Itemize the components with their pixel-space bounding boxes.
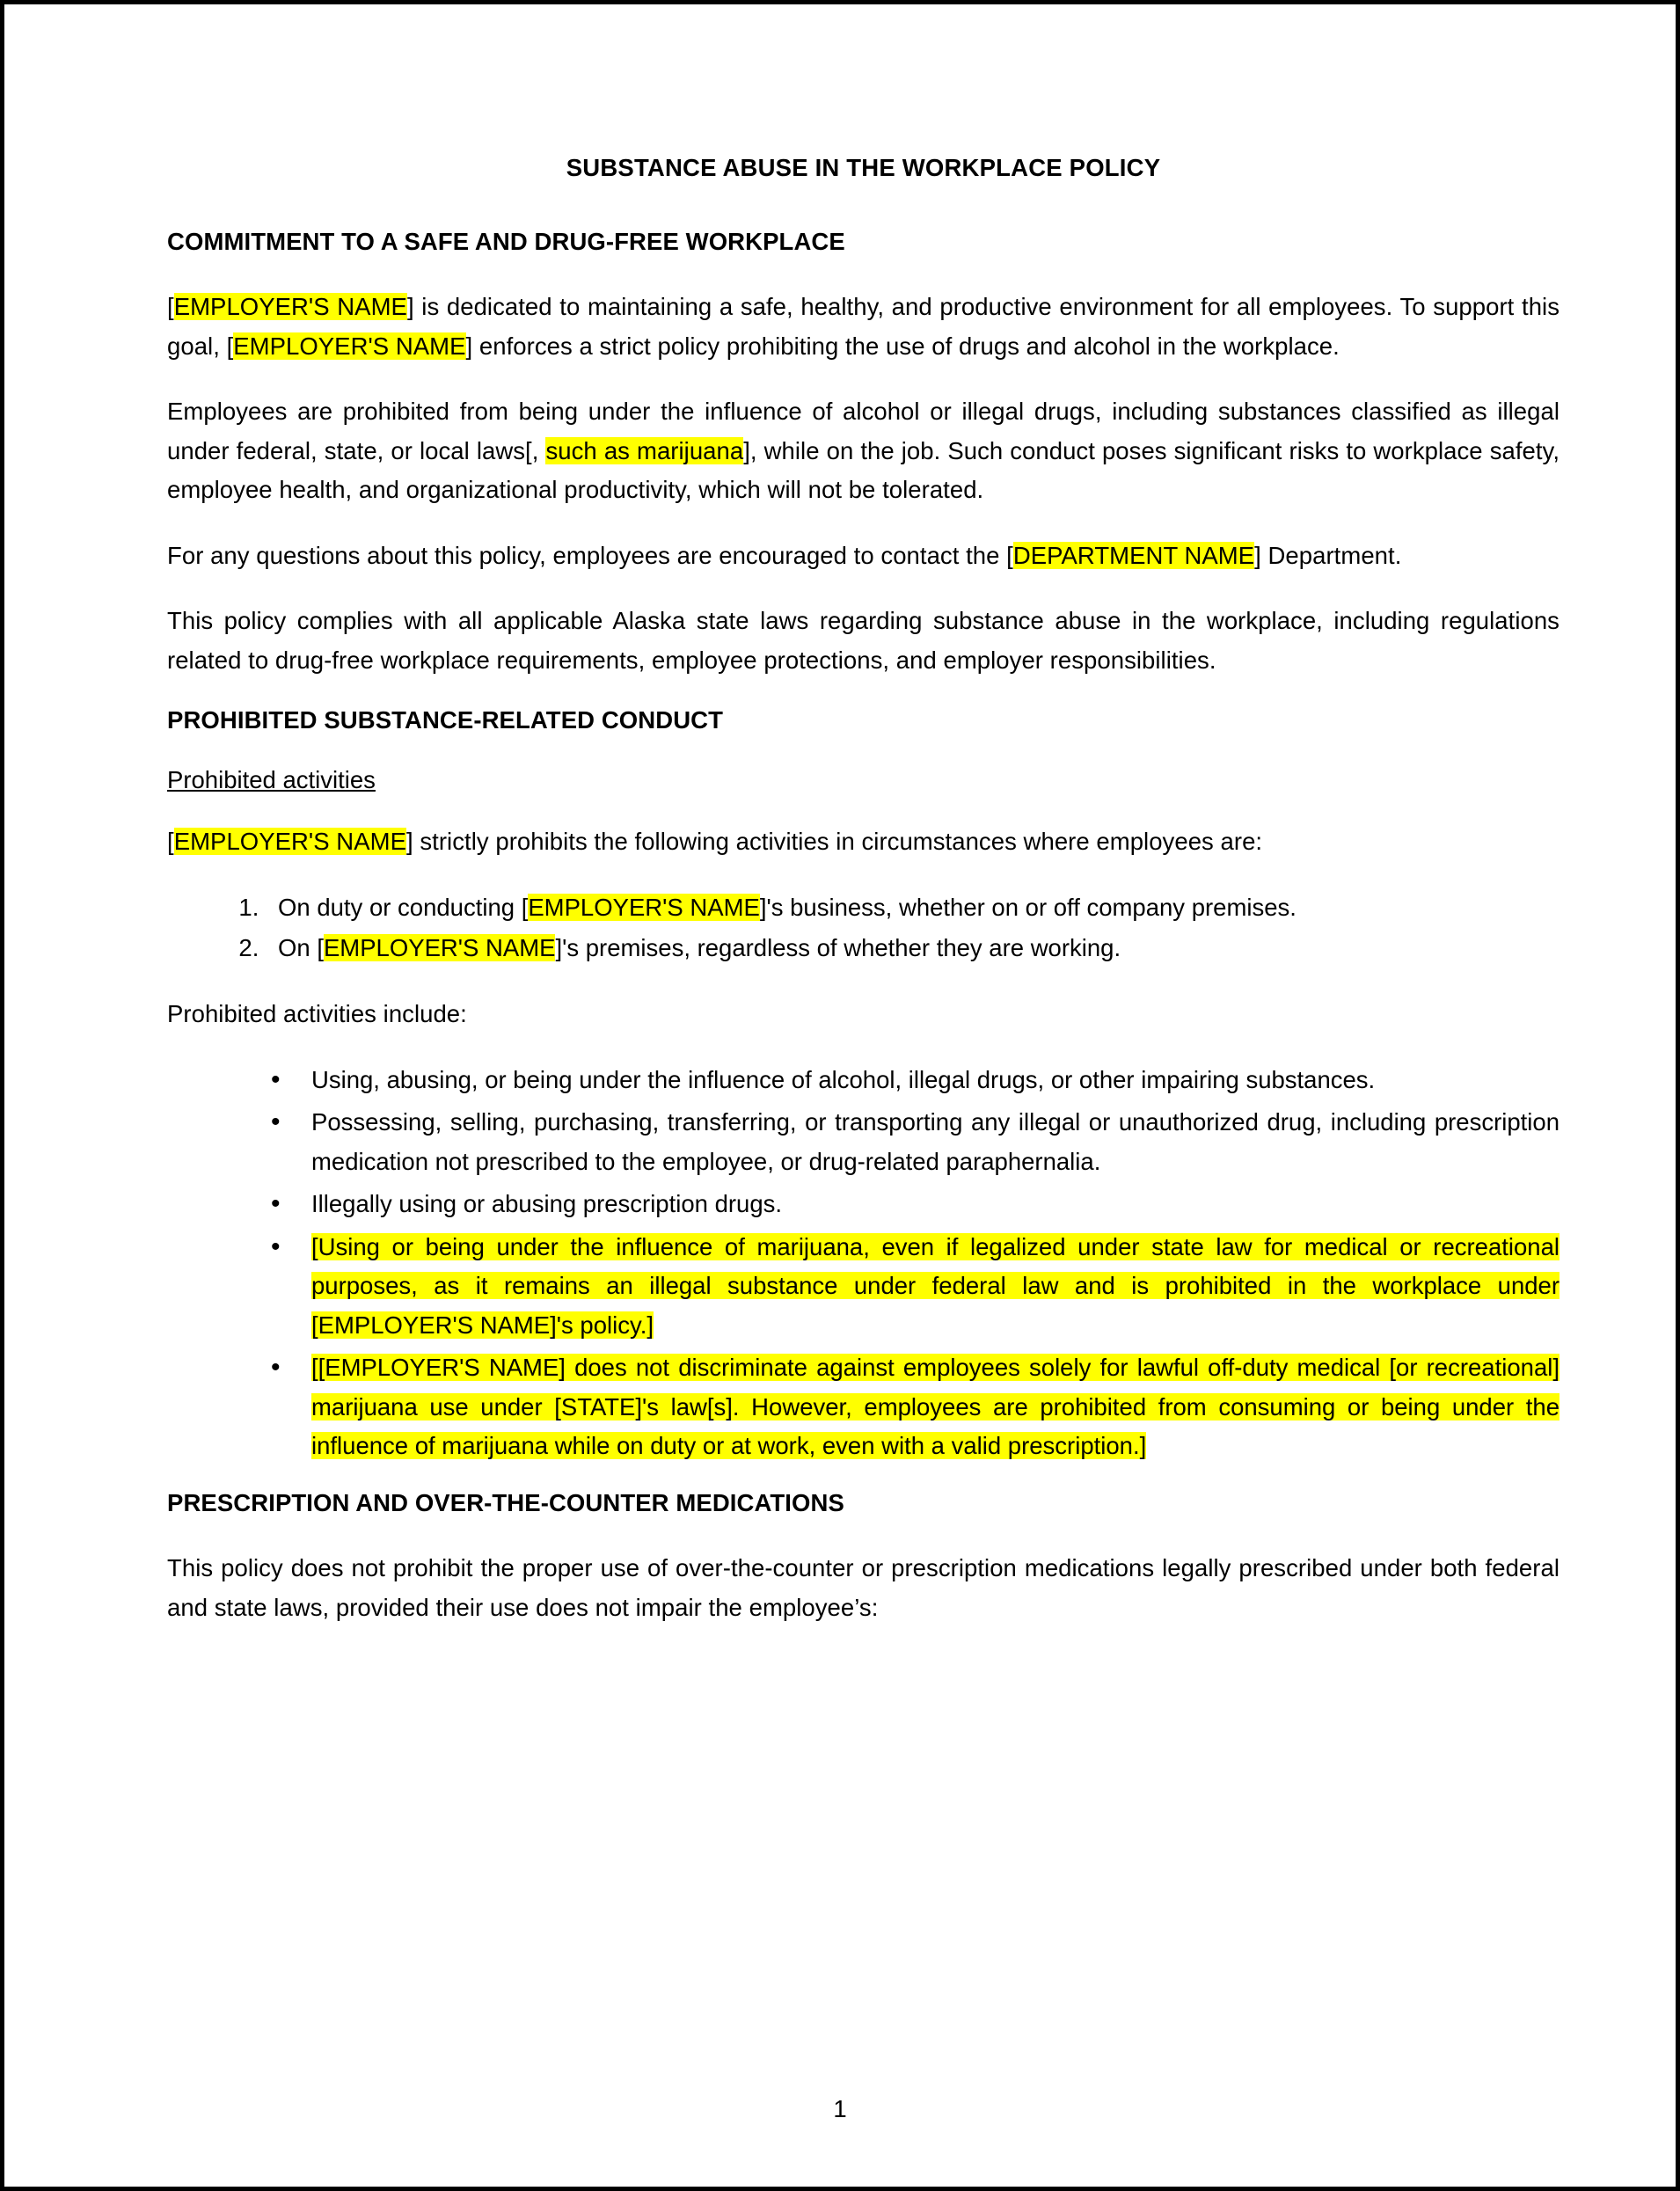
text-run: On [	[278, 934, 324, 962]
list-item	[271, 1228, 1559, 1346]
page-title: SUBSTANCE ABUSE IN THE WORKPLACE POLICY	[566, 154, 1161, 181]
text-run: ] is dedicated to maintaining a safe, healthy, and productive environment for all employees. To support this goal, [	[167, 293, 1559, 360]
list-item	[266, 888, 1559, 928]
text-run: [	[167, 293, 174, 320]
text-run: On duty or conducting [	[278, 893, 529, 921]
text-run: Employees are prohibited from being under the influence of alcohol or illegal drugs, including substances classified as illegal under federal, state, or local laws[,	[167, 398, 1559, 464]
highlighted-text-run: [[EMPLOYER'S NAME] does not discriminate against employees solely for lawful off-duty medical [or recreational] marijuana use under [STATE]'s law[s]. However, employees are prohibited from consuming or being under the influence of marijuana while on duty or at work, even with a valid prescription.]	[311, 1354, 1559, 1460]
page-number: 1	[833, 2095, 847, 2122]
highlight-employers-name: EMPLOYER'S NAME	[173, 293, 407, 320]
list-item	[266, 929, 1559, 968]
document-sheet	[4, 4, 1676, 2187]
text-run: ], while on the job. Such conduct poses significant risks to workplace safety, employee health, and organizational productivity, which will not be tolerated.	[167, 436, 1560, 504]
list-item	[271, 1185, 1559, 1224]
paragraph-commitment-4: This policy complies with all applicable Alaska state laws regarding substance abuse in the workplace, including regulations related to drug-free workplace requirements, employee protections, and employer responsibilities.	[167, 607, 1559, 674]
list-item	[271, 1348, 1559, 1466]
paragraph-prohibited-intro	[167, 822, 1559, 862]
highlighted-text-run: [Using or being under the influence of marijuana, even if legalized under state law for medical or recreational purposes, as it remains an illegal substance under federal law and is prohibited in the workplace under [EMPLOYER'S NAME]'s policy.]	[311, 1232, 1559, 1339]
text-run: ]'s premises, regardless of whether they are working.	[555, 934, 1121, 962]
section-heading-prohibited-conduct: PROHIBITED SUBSTANCE-RELATED CONDUCT	[167, 706, 724, 734]
section-heading-medications: PRESCRIPTION AND OVER-THE-COUNTER MEDICATIONS	[167, 1489, 844, 1517]
text-run: ]'s business, whether on or off company premises.	[759, 893, 1297, 921]
text-run: For any questions about this policy, employees are encouraged to contact the [	[167, 541, 1013, 569]
section-heading-commitment: COMMITMENT TO A SAFE AND DRUG-FREE WORKPLACE	[167, 228, 845, 255]
list-item	[271, 1103, 1559, 1181]
text-run: [	[167, 828, 174, 856]
highlight-employers-name: EMPLOYER'S NAME	[233, 332, 466, 360]
highlight-employers-name: EMPLOYER'S NAME	[528, 893, 760, 921]
paragraph-prohibited-list-intro: Prohibited activities include:	[167, 1000, 467, 1028]
text-run: Using, abusing, or being under the influence of alcohol, illegal drugs, or other impairing substances.	[311, 1065, 1376, 1093]
subheading-prohibited-activities: Prohibited activities	[167, 766, 376, 794]
text-run: ] enforces a strict policy prohibiting the use of drugs and alcohol in the workplace.	[465, 332, 1340, 360]
text-run: Illegally using or abusing prescription drugs.	[311, 1190, 783, 1218]
highlight-such-as-marijuana: such as marijuana	[545, 436, 744, 464]
bulleted-list-prohibited-activities	[167, 1061, 1559, 1466]
highlight-employers-name: EMPLOYER'S NAME	[173, 828, 406, 856]
paragraph-commitment-3	[167, 537, 1559, 576]
paragraph-commitment-2	[167, 392, 1559, 510]
numbered-list-circumstances	[167, 888, 1559, 968]
highlight-department-name: DEPARTMENT NAME	[1012, 541, 1255, 569]
highlight-employers-name: EMPLOYER'S NAME	[323, 934, 556, 962]
list-item	[271, 1061, 1559, 1100]
paragraph-commitment-1	[167, 288, 1559, 366]
paragraph-medications-1: This policy does not prohibit the proper use of over-the-counter or prescription medications legally prescribed under both federal and state laws, provided their use does not impair the employee’s:	[167, 1554, 1559, 1621]
text-run: Possessing, selling, purchasing, transferring, or transporting any illegal or unauthorized drug, including prescription medication not prescribed to the employee, or drug-related paraphernalia.	[311, 1108, 1559, 1175]
text-run: ] strictly prohibits the following activities in circumstances where employees are:	[405, 828, 1263, 856]
text-run: ] Department.	[1254, 541, 1402, 569]
